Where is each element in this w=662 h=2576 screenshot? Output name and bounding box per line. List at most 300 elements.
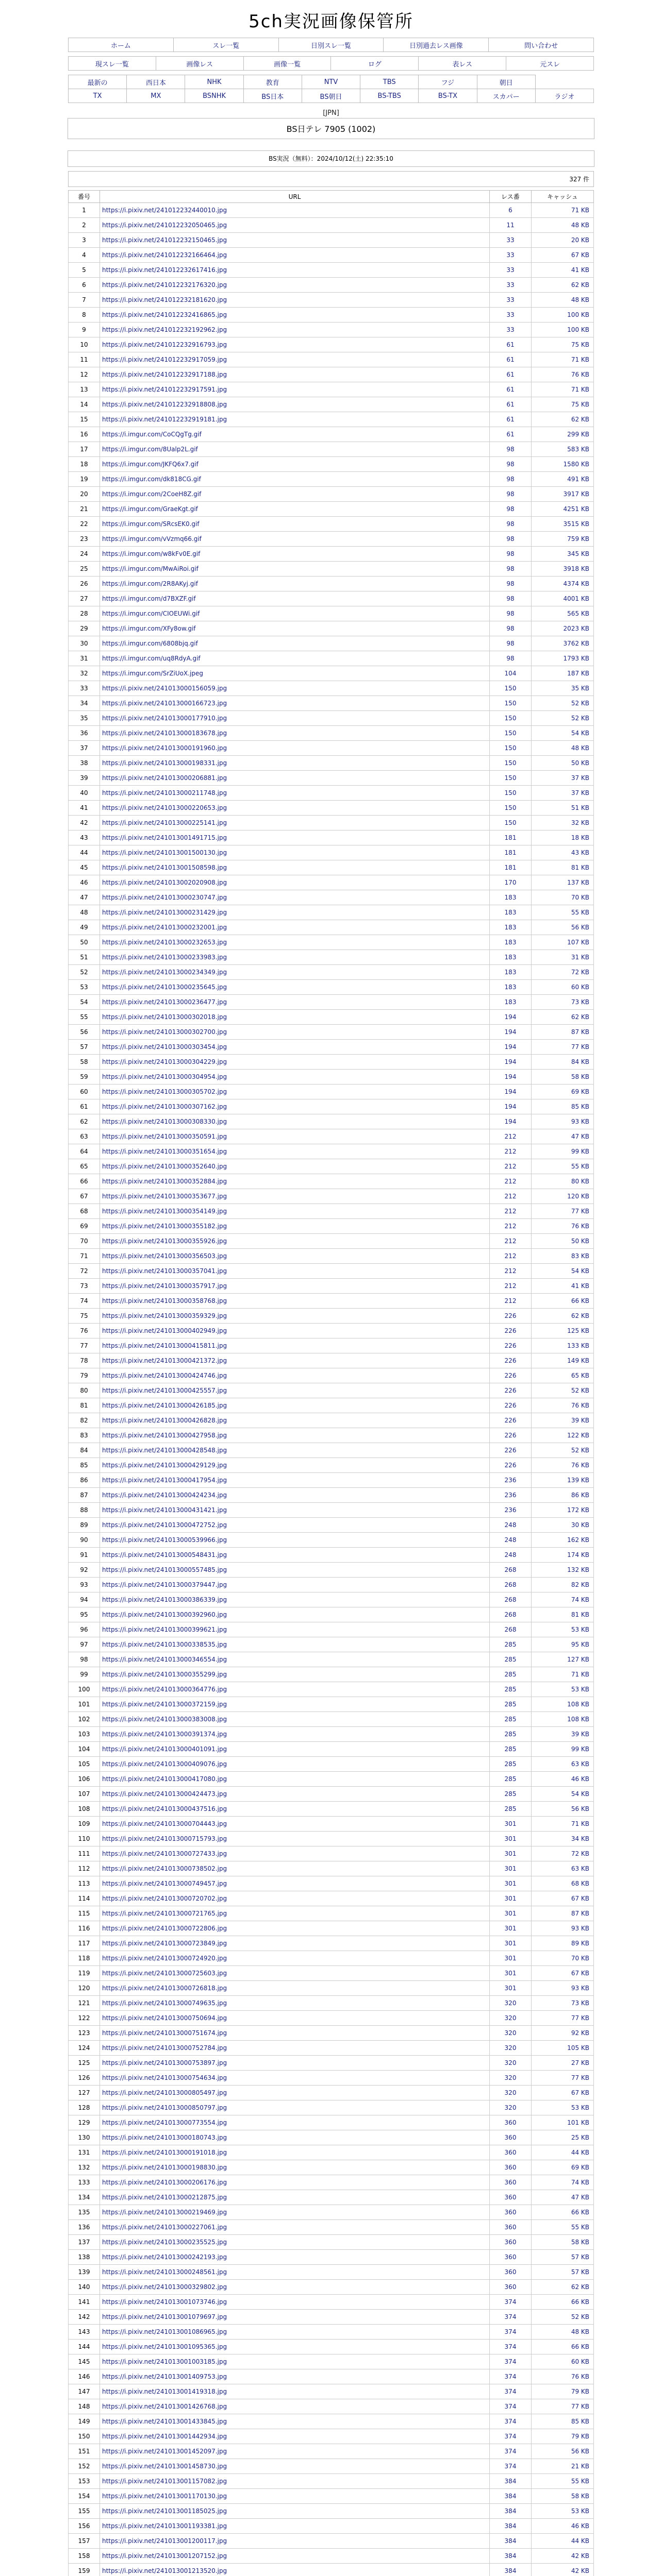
row-res-link[interactable]: 301 [504, 1865, 517, 1872]
row-cache-link[interactable]: 3515 KB [563, 520, 589, 528]
row-cache-link[interactable]: 73 KB [571, 998, 589, 1006]
row-url[interactable]: https://i.pixiv.net/241012232917188.jpg [102, 371, 227, 378]
row-res-link[interactable]: 98 [506, 565, 515, 572]
row-cache-link[interactable]: 51 KB [571, 804, 589, 811]
row-res-link[interactable]: 150 [504, 774, 517, 782]
row-url[interactable]: https://i.pixiv.net/241013000166723.jpg [102, 700, 227, 707]
row-cache-link[interactable]: 491 KB [567, 476, 589, 483]
row-cache-link[interactable]: 35 KB [571, 685, 589, 692]
row-res-link[interactable]: 183 [504, 969, 517, 976]
nav-log[interactable] [331, 57, 419, 71]
nav-link[interactable]: 画像一覧 [274, 60, 301, 69]
row-url[interactable]: https://i.pixiv.net/241013000235525.jpg [102, 2239, 227, 2246]
row-res-link[interactable]: 360 [504, 2149, 517, 2156]
row-res-link[interactable]: 150 [504, 685, 517, 692]
row-cache-link[interactable]: 565 KB [567, 610, 589, 617]
row-cache-link[interactable]: 71 KB [571, 207, 589, 214]
row-cache-link[interactable]: 52 KB [571, 1387, 589, 1394]
row-res-link[interactable]: 301 [504, 1925, 517, 1932]
row-url[interactable]: https://i.pixiv.net/241013000235645.jpg [102, 984, 227, 991]
row-res-link[interactable]: 98 [506, 655, 515, 662]
row-url[interactable]: https://i.pixiv.net/241013000421372.jpg [102, 1357, 227, 1364]
row-res-link[interactable]: 320 [504, 2074, 517, 2081]
row-res-link[interactable]: 183 [504, 998, 517, 1006]
row-url[interactable]: https://i.pixiv.net/241013000399621.jpg [102, 1626, 227, 1633]
row-res-link[interactable]: 6 [508, 207, 512, 214]
row-res-link[interactable]: 301 [504, 1895, 517, 1902]
row-res-link[interactable]: 320 [504, 1999, 517, 2007]
nav-channel[interactable] [419, 75, 477, 89]
row-cache-link[interactable]: 58 KB [571, 2239, 589, 2246]
row-url[interactable]: https://i.pixiv.net/241013000177910.jpg [102, 715, 227, 722]
row-cache-link[interactable]: 41 KB [571, 266, 589, 274]
row-cache-link[interactable]: 53 KB [571, 2507, 589, 2515]
nav-table-res[interactable] [419, 57, 506, 71]
row-url[interactable]: https://i.pixiv.net/241013000305702.jpg [102, 1088, 227, 1095]
row-res-link[interactable]: 360 [504, 2164, 517, 2171]
row-res-link[interactable]: 360 [504, 2253, 517, 2261]
row-res-link[interactable]: 183 [504, 924, 517, 931]
row-res-link[interactable]: 61 [506, 341, 515, 348]
row-url[interactable]: https://i.pixiv.net/241013000727433.jpg [102, 1850, 227, 1857]
row-url[interactable]: https://i.pixiv.net/241013000302700.jpg [102, 1028, 227, 1036]
row-res-link[interactable]: 61 [506, 386, 515, 393]
row-res-link[interactable]: 320 [504, 2029, 517, 2037]
row-res-link[interactable]: 212 [504, 1223, 517, 1230]
nav-daily-thread-list[interactable] [278, 38, 384, 52]
row-url[interactable]: https://i.pixiv.net/241013001409753.jpg [102, 2373, 227, 2380]
row-cache-link[interactable]: 105 KB [567, 2044, 589, 2052]
row-cache-link[interactable]: 299 KB [567, 431, 589, 438]
row-cache-link[interactable]: 139 KB [567, 1477, 589, 1484]
row-cache-link[interactable]: 58 KB [571, 1073, 589, 1080]
row-cache-link[interactable]: 101 KB [567, 2119, 589, 2126]
row-cache-link[interactable]: 93 KB [571, 1118, 589, 1125]
row-url[interactable]: https://i.pixiv.net/241013000308330.jpg [102, 1118, 227, 1125]
row-cache-link[interactable]: 62 KB [571, 1013, 589, 1021]
row-res-link[interactable]: 212 [504, 1148, 517, 1155]
nav-link[interactable]: 表レス [452, 60, 473, 69]
row-cache-link[interactable]: 583 KB [567, 446, 589, 453]
row-res-link[interactable]: 212 [504, 1178, 517, 1185]
row-res-link[interactable]: 374 [504, 2343, 517, 2350]
row-res-link[interactable]: 150 [504, 700, 517, 707]
row-cache-link[interactable]: 31 KB [571, 954, 589, 961]
row-url[interactable]: https://i.pixiv.net/241013000338535.jpg [102, 1641, 227, 1648]
row-url[interactable]: https://i.pixiv.net/241013000357917.jpg [102, 1282, 227, 1290]
nav-contact[interactable] [489, 38, 594, 52]
row-url[interactable]: https://i.pixiv.net/241013001452097.jpg [102, 2448, 227, 2455]
row-cache-link[interactable]: 79 KB [571, 2388, 589, 2395]
row-url[interactable]: https://i.imgur.com/XFy8ow.gif [102, 625, 196, 632]
row-res-link[interactable]: 285 [504, 1805, 517, 1812]
row-url[interactable]: https://i.pixiv.net/241013000212875.jpg [102, 2194, 227, 2201]
row-cache-link[interactable]: 2023 KB [563, 625, 589, 632]
row-cache-link[interactable]: 68 KB [571, 1880, 589, 1887]
row-cache-link[interactable]: 63 KB [571, 1865, 589, 1872]
row-res-link[interactable]: 98 [506, 580, 515, 587]
row-res-link[interactable]: 320 [504, 2044, 517, 2052]
row-url[interactable]: https://i.pixiv.net/241013000329802.jpg [102, 2283, 227, 2291]
row-url[interactable]: https://i.pixiv.net/241013000232653.jpg [102, 939, 227, 946]
row-url[interactable]: https://i.pixiv.net/241013001433845.jpg [102, 2418, 227, 2425]
row-cache-link[interactable]: 92 KB [571, 2029, 589, 2037]
row-res-link[interactable]: 212 [504, 1238, 517, 1245]
row-res-link[interactable]: 98 [506, 476, 515, 483]
row-cache-link[interactable]: 122 KB [567, 1432, 589, 1439]
row-cache-link[interactable]: 108 KB [567, 1701, 589, 1708]
row-url[interactable]: https://i.pixiv.net/241013001207152.jpg [102, 2552, 227, 2560]
row-url[interactable]: https://i.imgur.com/dk818CG.gif [102, 476, 201, 483]
row-res-link[interactable]: 194 [504, 1043, 517, 1050]
row-url[interactable]: https://i.pixiv.net/241013001079697.jpg [102, 2313, 227, 2320]
row-res-link[interactable]: 360 [504, 2119, 517, 2126]
row-url[interactable]: https://i.pixiv.net/241013000386339.jpg [102, 1596, 227, 1603]
row-res-link[interactable]: 98 [506, 595, 515, 602]
row-res-link[interactable]: 212 [504, 1282, 517, 1290]
row-cache-link[interactable]: 55 KB [571, 2224, 589, 2231]
row-url[interactable]: https://i.pixiv.net/241013000353677.jpg [102, 1193, 227, 1200]
row-res-link[interactable]: 98 [506, 625, 515, 632]
row-cache-link[interactable]: 46 KB [571, 1775, 589, 1783]
nav-link[interactable]: MX [151, 92, 161, 100]
row-url[interactable]: https://i.pixiv.net/241013000358768.jpg [102, 1297, 227, 1304]
row-cache-link[interactable]: 77 KB [571, 1043, 589, 1050]
row-url[interactable]: https://i.imgur.com/2CoeH8Z.gif [102, 490, 202, 498]
row-cache-link[interactable]: 41 KB [571, 1282, 589, 1290]
row-cache-link[interactable]: 79 KB [571, 2433, 589, 2440]
row-res-link[interactable]: 374 [504, 2298, 517, 2306]
row-cache-link[interactable]: 80 KB [571, 1178, 589, 1185]
nav-link[interactable]: スレ一覧 [212, 42, 240, 50]
row-url[interactable]: https://i.pixiv.net/241013000372159.jpg [102, 1701, 227, 1708]
nav-channel[interactable] [302, 89, 360, 103]
row-cache-link[interactable]: 1793 KB [563, 655, 589, 662]
row-res-link[interactable]: 33 [506, 266, 515, 274]
row-res-link[interactable]: 194 [504, 1073, 517, 1080]
row-res-link[interactable]: 320 [504, 2104, 517, 2111]
row-cache-link[interactable]: 81 KB [571, 1611, 589, 1618]
row-url[interactable]: https://i.pixiv.net/241012232918808.jpg [102, 401, 227, 408]
nav-link[interactable]: 朝日 [499, 79, 513, 87]
row-res-link[interactable]: 301 [504, 1955, 517, 1962]
row-res-link[interactable]: 33 [506, 296, 515, 303]
nav-channel[interactable] [69, 89, 127, 103]
row-cache-link[interactable]: 73 KB [571, 1999, 589, 2007]
row-url[interactable]: https://i.pixiv.net/241013000424234.jpg [102, 1492, 227, 1499]
row-url[interactable]: https://i.imgur.com/CoCQgTg.gif [102, 431, 202, 438]
row-res-link[interactable]: 11 [506, 222, 515, 229]
row-url[interactable]: https://i.pixiv.net/241013000409076.jpg [102, 1760, 227, 1768]
row-url[interactable]: https://i.pixiv.net/241013000233983.jpg [102, 954, 227, 961]
row-url[interactable]: https://i.pixiv.net/241013000417080.jpg [102, 1775, 227, 1783]
row-url[interactable]: https://i.pixiv.net/241013000225141.jpg [102, 819, 227, 826]
row-res-link[interactable]: 98 [506, 520, 515, 528]
nav-image-list[interactable] [243, 57, 331, 71]
row-cache-link[interactable]: 57 KB [571, 2268, 589, 2276]
nav-link[interactable]: ログ [368, 60, 382, 69]
row-url[interactable]: https://i.pixiv.net/241013000307162.jpg [102, 1103, 227, 1110]
row-url[interactable]: https://i.pixiv.net/241013000720702.jpg [102, 1895, 227, 1902]
row-cache-link[interactable]: 39 KB [571, 1731, 589, 1738]
row-url[interactable]: https://i.pixiv.net/241013000354149.jpg [102, 1208, 227, 1215]
row-url[interactable]: https://i.pixiv.net/241013000721765.jpg [102, 1910, 227, 1917]
row-res-link[interactable]: 150 [504, 819, 517, 826]
row-cache-link[interactable]: 21 KB [571, 2463, 589, 2470]
row-url[interactable]: https://i.imgur.com/SRcsEK0.gif [102, 520, 200, 528]
row-res-link[interactable]: 212 [504, 1163, 517, 1170]
row-url[interactable]: https://i.pixiv.net/241013001157082.jpg [102, 2478, 227, 2485]
row-res-link[interactable]: 384 [504, 2522, 517, 2530]
row-cache-link[interactable]: 50 KB [571, 759, 589, 767]
row-url[interactable]: https://i.pixiv.net/241013000754634.jpg [102, 2074, 227, 2081]
row-url[interactable]: https://i.pixiv.net/241013000392960.jpg [102, 1611, 227, 1618]
nav-link[interactable]: 教育 [266, 79, 279, 87]
nav-link[interactable]: スカパー [492, 93, 520, 101]
row-cache-link[interactable]: 87 KB [571, 1910, 589, 1917]
row-res-link[interactable]: 374 [504, 2418, 517, 2425]
row-url[interactable]: https://i.pixiv.net/241013000191960.jpg [102, 744, 227, 752]
row-res-link[interactable]: 374 [504, 2388, 517, 2395]
row-res-link[interactable]: 384 [504, 2493, 517, 2500]
row-cache-link[interactable]: 4374 KB [563, 580, 589, 587]
row-res-link[interactable]: 268 [504, 1611, 517, 1618]
row-cache-link[interactable]: 63 KB [571, 1760, 589, 1768]
row-cache-link[interactable]: 70 KB [571, 894, 589, 901]
row-url[interactable]: https://i.pixiv.net/241013000304954.jpg [102, 1073, 227, 1080]
row-res-link[interactable]: 236 [504, 1477, 517, 1484]
row-cache-link[interactable]: 46 KB [571, 2522, 589, 2530]
row-res-link[interactable]: 301 [504, 1835, 517, 1842]
row-url[interactable]: https://i.pixiv.net/241013000539966.jpg [102, 1536, 227, 1544]
row-url[interactable]: https://i.pixiv.net/241013001193381.jpg [102, 2522, 227, 2530]
row-url[interactable]: https://i.pixiv.net/241013000183678.jpg [102, 730, 227, 737]
row-res-link[interactable]: 248 [504, 1521, 517, 1529]
row-url[interactable]: https://i.pixiv.net/241013000426828.jpg [102, 1417, 227, 1424]
row-url[interactable]: https://i.pixiv.net/241013000428548.jpg [102, 1447, 227, 1454]
row-url[interactable]: https://i.pixiv.net/241013000715793.jpg [102, 1835, 227, 1842]
row-res-link[interactable]: 212 [504, 1267, 517, 1275]
row-res-link[interactable]: 183 [504, 939, 517, 946]
row-url[interactable]: https://i.pixiv.net/241013001458730.jpg [102, 2463, 227, 2470]
row-url[interactable]: https://i.pixiv.net/241013000753897.jpg [102, 2059, 227, 2066]
row-cache-link[interactable]: 27 KB [571, 2059, 589, 2066]
row-res-link[interactable]: 285 [504, 1760, 517, 1768]
row-cache-link[interactable]: 60 KB [571, 984, 589, 991]
row-cache-link[interactable]: 66 KB [571, 2343, 589, 2350]
row-cache-link[interactable]: 37 KB [571, 774, 589, 782]
row-url[interactable]: https://i.pixiv.net/241013000417954.jpg [102, 1477, 227, 1484]
row-res-link[interactable]: 384 [504, 2537, 517, 2545]
row-cache-link[interactable]: 56 KB [571, 2448, 589, 2455]
row-cache-link[interactable]: 71 KB [571, 386, 589, 393]
row-cache-link[interactable]: 87 KB [571, 1028, 589, 1036]
row-cache-link[interactable]: 86 KB [571, 1492, 589, 1499]
row-url[interactable]: https://i.pixiv.net/241013000180743.jpg [102, 2134, 227, 2141]
row-url[interactable]: https://i.pixiv.net/241013000415811.jpg [102, 1342, 227, 1349]
nav-channel[interactable] [477, 75, 535, 89]
row-url[interactable]: https://i.pixiv.net/241013000749635.jpg [102, 1999, 227, 2007]
row-cache-link[interactable]: 50 KB [571, 1238, 589, 1245]
row-res-link[interactable]: 301 [504, 1910, 517, 1917]
row-res-link[interactable]: 285 [504, 1656, 517, 1663]
row-cache-link[interactable]: 71 KB [571, 356, 589, 363]
row-url[interactable]: https://i.pixiv.net/241013000722806.jpg [102, 1925, 227, 1932]
row-cache-link[interactable]: 74 KB [571, 2179, 589, 2186]
row-res-link[interactable]: 33 [506, 311, 515, 318]
nav-channel[interactable] [477, 89, 535, 103]
row-cache-link[interactable]: 76 KB [571, 1402, 589, 1409]
row-cache-link[interactable]: 93 KB [571, 1925, 589, 1932]
row-cache-link[interactable]: 47 KB [571, 1133, 589, 1140]
nav-daily-past-images[interactable] [384, 38, 489, 52]
row-url[interactable]: https://i.pixiv.net/241013000751674.jpg [102, 2029, 227, 2037]
row-res-link[interactable]: 212 [504, 1133, 517, 1140]
nav-link[interactable]: TX [93, 92, 102, 100]
row-res-link[interactable]: 374 [504, 2463, 517, 2470]
row-url[interactable]: https://i.pixiv.net/241013000557485.jpg [102, 1566, 227, 1573]
row-res-link[interactable]: 226 [504, 1357, 517, 1364]
row-res-link[interactable]: 320 [504, 2059, 517, 2066]
row-url[interactable]: https://i.imgur.com/JKFQ6x7.gif [102, 461, 198, 468]
nav-link[interactable]: 元スレ [540, 60, 560, 69]
row-cache-link[interactable]: 99 KB [571, 1745, 589, 1753]
row-res-link[interactable]: 320 [504, 2089, 517, 2096]
row-cache-link[interactable]: 76 KB [571, 2373, 589, 2380]
nav-channel[interactable] [69, 75, 127, 89]
row-cache-link[interactable]: 127 KB [567, 1656, 589, 1663]
nav-link[interactable]: BSNHK [203, 92, 226, 100]
row-url[interactable]: https://i.pixiv.net/241013000156059.jpg [102, 685, 227, 692]
row-res-link[interactable]: 183 [504, 909, 517, 916]
row-url[interactable]: https://i.pixiv.net/241012232176320.jpg [102, 281, 227, 289]
row-cache-link[interactable]: 34 KB [571, 1835, 589, 1842]
nav-channel[interactable] [243, 89, 302, 103]
nav-link[interactable]: BS-TX [438, 92, 458, 100]
row-cache-link[interactable]: 4001 KB [563, 595, 589, 602]
row-cache-link[interactable]: 3918 KB [563, 565, 589, 572]
row-cache-link[interactable]: 93 KB [571, 1985, 589, 1992]
row-res-link[interactable]: 150 [504, 759, 517, 767]
row-url[interactable]: https://i.imgur.com/SrZiUoX.jpeg [102, 670, 203, 677]
row-url[interactable]: https://i.pixiv.net/241013000402949.jpg [102, 1327, 227, 1334]
row-cache-link[interactable]: 759 KB [567, 535, 589, 543]
row-url[interactable]: https://i.pixiv.net/241013000191018.jpg [102, 2149, 227, 2156]
row-url[interactable]: https://i.pixiv.net/241013000548431.jpg [102, 1551, 227, 1558]
row-res-link[interactable]: 360 [504, 2224, 517, 2231]
row-res-link[interactable]: 98 [506, 550, 515, 557]
row-res-link[interactable]: 301 [504, 1820, 517, 1827]
row-url[interactable]: https://i.pixiv.net/241013000351654.jpg [102, 1148, 227, 1155]
row-res-link[interactable]: 285 [504, 1731, 517, 1738]
row-url[interactable]: https://i.pixiv.net/241013000424746.jpg [102, 1372, 227, 1379]
row-res-link[interactable]: 268 [504, 1566, 517, 1573]
row-res-link[interactable]: 374 [504, 2448, 517, 2455]
row-cache-link[interactable]: 54 KB [571, 730, 589, 737]
row-cache-link[interactable]: 85 KB [571, 1103, 589, 1110]
nav-link[interactable]: フジ [441, 79, 455, 87]
row-url[interactable]: https://i.imgur.com/d7BXZF.gif [102, 595, 196, 602]
row-res-link[interactable]: 183 [504, 984, 517, 991]
row-cache-link[interactable]: 30 KB [571, 1521, 589, 1529]
row-cache-link[interactable]: 52 KB [571, 1447, 589, 1454]
row-cache-link[interactable]: 72 KB [571, 969, 589, 976]
row-res-link[interactable]: 360 [504, 2194, 517, 2201]
row-cache-link[interactable]: 65 KB [571, 1372, 589, 1379]
row-url[interactable]: https://i.pixiv.net/241012232416865.jpg [102, 311, 227, 318]
nav-link[interactable]: 問い合わせ [524, 42, 558, 50]
row-cache-link[interactable]: 32 KB [571, 819, 589, 826]
row-cache-link[interactable]: 62 KB [571, 281, 589, 289]
row-res-link[interactable]: 301 [504, 1970, 517, 1977]
row-url[interactable]: https://i.pixiv.net/241012232150465.jpg [102, 236, 227, 244]
row-url[interactable]: https://i.imgur.com/MwAiRoi.gif [102, 565, 198, 572]
row-url[interactable]: https://i.imgur.com/vVzmq66.gif [102, 535, 202, 543]
row-res-link[interactable]: 194 [504, 1013, 517, 1021]
row-cache-link[interactable]: 99 KB [571, 1148, 589, 1155]
row-url[interactable]: https://i.pixiv.net/241013000356503.jpg [102, 1252, 227, 1260]
row-url[interactable]: https://i.pixiv.net/241013000206881.jpg [102, 774, 227, 782]
nav-channel[interactable] [127, 75, 185, 89]
row-res-link[interactable]: 374 [504, 2328, 517, 2335]
nav-channel[interactable] [302, 75, 360, 89]
row-cache-link[interactable]: 54 KB [571, 1790, 589, 1798]
row-url[interactable]: https://i.pixiv.net/241012232617416.jpg [102, 266, 227, 274]
row-cache-link[interactable]: 20 KB [571, 236, 589, 244]
nav-channel[interactable] [243, 75, 302, 89]
row-cache-link[interactable]: 54 KB [571, 1267, 589, 1275]
row-res-link[interactable]: 61 [506, 431, 515, 438]
row-res-link[interactable]: 226 [504, 1342, 517, 1349]
row-url[interactable]: https://i.pixiv.net/241013000805497.jpg [102, 2089, 227, 2096]
row-res-link[interactable]: 98 [506, 505, 515, 513]
row-cache-link[interactable]: 53 KB [571, 1626, 589, 1633]
row-cache-link[interactable]: 62 KB [571, 2283, 589, 2291]
row-cache-link[interactable]: 95 KB [571, 1641, 589, 1648]
row-url[interactable]: https://i.pixiv.net/241013000302018.jpg [102, 1013, 227, 1021]
row-res-link[interactable]: 212 [504, 1208, 517, 1215]
row-cache-link[interactable]: 47 KB [571, 2194, 589, 2201]
row-cache-link[interactable]: 71 KB [571, 1671, 589, 1678]
row-cache-link[interactable]: 48 KB [571, 222, 589, 229]
row-cache-link[interactable]: 1580 KB [563, 461, 589, 468]
row-cache-link[interactable]: 55 KB [571, 909, 589, 916]
row-cache-link[interactable]: 69 KB [571, 1088, 589, 1095]
row-cache-link[interactable]: 67 KB [571, 1895, 589, 1902]
row-cache-link[interactable]: 25 KB [571, 2134, 589, 2141]
nav-channel[interactable] [185, 89, 243, 103]
row-res-link[interactable]: 285 [504, 1701, 517, 1708]
row-cache-link[interactable]: 345 KB [567, 550, 589, 557]
row-res-link[interactable]: 226 [504, 1387, 517, 1394]
row-cache-link[interactable]: 66 KB [571, 2298, 589, 2306]
row-cache-link[interactable]: 76 KB [571, 371, 589, 378]
row-url[interactable]: https://i.pixiv.net/241013001500130.jpg [102, 849, 227, 856]
row-res-link[interactable]: 384 [504, 2507, 517, 2515]
row-cache-link[interactable]: 56 KB [571, 1805, 589, 1812]
row-res-link[interactable]: 360 [504, 2209, 517, 2216]
row-cache-link[interactable]: 67 KB [571, 251, 589, 259]
nav-link[interactable]: NHK [207, 78, 222, 86]
row-url[interactable]: https://i.pixiv.net/241013000242193.jpg [102, 2253, 227, 2261]
row-res-link[interactable]: 183 [504, 894, 517, 901]
row-res-link[interactable]: 194 [504, 1118, 517, 1125]
row-cache-link[interactable]: 58 KB [571, 2493, 589, 2500]
row-cache-link[interactable]: 42 KB [571, 2567, 589, 2574]
row-cache-link[interactable]: 120 KB [567, 1193, 589, 1200]
row-res-link[interactable]: 374 [504, 2403, 517, 2410]
nav-channel[interactable] [419, 89, 477, 103]
